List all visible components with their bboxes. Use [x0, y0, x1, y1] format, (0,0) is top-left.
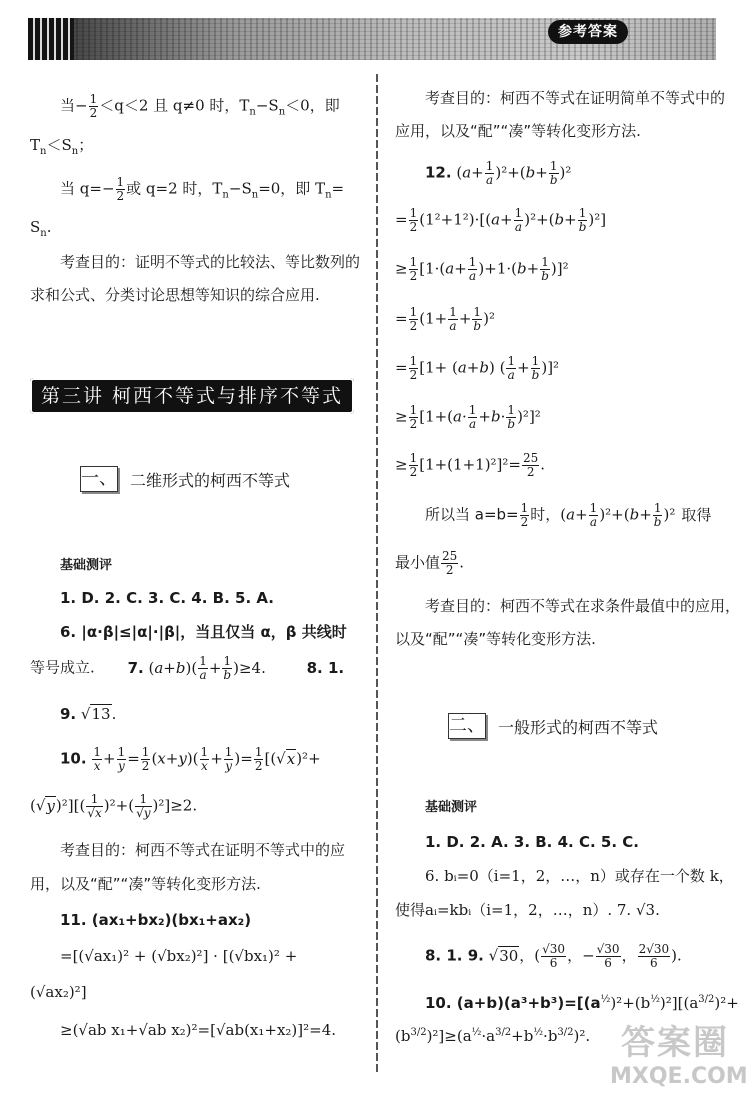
- left-line-4: $S_n$.: [30, 218, 52, 239]
- left-answer-10-cont: (√y)²][( $\frac{1}{√x}$ )²+( $\frac{1}{√y}$ )²]≥2.: [30, 792, 198, 820]
- section-2-number: 二、: [448, 713, 486, 739]
- section-1-title: 二维形式的柯西不等式: [130, 471, 291, 490]
- right-purpose-2: 应用，以及“配”“凑”等转化变形方法.: [395, 122, 641, 140]
- left-answer-11-b: =[(√ax₁)² + (√bx₂)²] · [(√bx₁)² +: [60, 947, 298, 965]
- left-purpose-2: 求和公式、分类讨论思想等知识的综合应用.: [30, 286, 320, 304]
- right-note12-1: 考查目的：柯西不等式在求条件最值中的应用，: [425, 597, 741, 615]
- right-answer-10: 10. $(a+b)(a^3+b^3)=[(a^{\frac{1}{2}})^2+(b^{\frac{1}{2}})^2][(a^{3/2})^2+$: [425, 994, 739, 1012]
- right-note12-2: 以及“配”“凑”等转化变形方法.: [395, 630, 596, 648]
- left-line-2: $T_n<S_n$；: [30, 136, 94, 157]
- right-conclusion: 所以当 a=b= $\frac{1}{2}$ 时，(a+ $\frac{1}{a}$ )²+(b+ $\frac{1}{b}$ )² 取得: [425, 501, 712, 529]
- left-note10-1: 考查目的：柯西不等式在证明不等式中的应: [60, 841, 346, 859]
- header-label: 参考答案: [548, 20, 628, 44]
- left-jcpp: 基础测评: [60, 558, 113, 573]
- left-answer-6-cont: 等号成立. 7. (a+b)( $\frac{1}{a}$ + $\frac{1}{b}$ )≥4. 8. 1.: [30, 654, 345, 682]
- right-step-3: = $\frac{1}{2}$ (1+ $\frac{1}{a}$ + $\frac{1}{b}$ )²: [395, 305, 495, 333]
- right-purpose-1: 考查目的：柯西不等式在证明简单不等式中的: [425, 89, 726, 107]
- chapter-title: 第三讲 柯西不等式与排序不等式: [30, 378, 354, 414]
- left-note10-2: 用，以及“配”“凑”等转化变形方法.: [30, 875, 261, 893]
- right-answer-10-cont: $(b^{3/2})^2]\ge(a^{\frac{1}{2}}\cdot a^{3/2}+b^{\frac{1}{2}}\cdot b^{3/2})^2$.: [395, 1027, 591, 1045]
- left-answer-11-c: (√ax₂)²]: [30, 983, 87, 1001]
- right-answer-12: 12. (a+ $\frac{1}{a}$ )²+(b+ $\frac{1}{b}$ )²: [425, 159, 572, 187]
- right-step-2: ≥ $\frac{1}{2}$ [1·(a+ $\frac{1}{a}$ )+1·(b+ $\frac{1}{b}$ )]²: [395, 255, 569, 283]
- right-answer-6: 6. bᵢ=0（i=1，2，…，n）或存在一个数 k，: [425, 867, 734, 885]
- right-step-4: = $\frac{1}{2}$ [1+ (a+b) ( $\frac{1}{a}$ + $\frac{1}{b}$ )]²: [395, 354, 560, 382]
- left-line-1: 当− $\frac{1}{2}$ ＜q＜2 且 q≠0 时，$T_n-S_n<0$，即: [60, 92, 340, 120]
- left-answer-9: 9. √13.: [60, 705, 117, 723]
- right-answers-1-5: 1. D. 2. A. 3. B. 4. C. 5. C.: [425, 833, 639, 851]
- left-answers-1-5: 1. D. 2. C. 3. C. 4. B. 5. A.: [60, 589, 274, 607]
- right-answer-6-cont: 使得aᵢ=kbᵢ（i=1，2，…，n）. 7. √3.: [395, 901, 660, 919]
- header-banner: [28, 18, 716, 60]
- left-purpose-1: 考查目的：证明不等式的比较法、等比数列的: [60, 253, 361, 271]
- left-answer-10: 10. $\frac{1}{x}$ + $\frac{1}{y}$ = $\frac{1}{2}$ (x+y)( $\frac{1}{x}$ + $\frac{1}{y}$ )= $\frac{1}{2}$ [(√x)²+: [60, 745, 321, 773]
- left-answer-11: 11. (ax₁+bx₂)(bx₁+ax₂): [60, 911, 252, 929]
- right-jcpp: 基础测评: [425, 800, 478, 815]
- right-step-5: ≥ $\frac{1}{2}$ [1+(a· $\frac{1}{a}$ +b· $\frac{1}{b}$ )²]²: [395, 403, 541, 431]
- section-1-number: 一、: [80, 466, 118, 492]
- left-answer-6: 6. |α·β|≤|α|·|β|，当且仅当 α，β 共线时: [60, 623, 347, 641]
- right-answer-8-9: 8. 1. 9. √30，( $\frac{√30}{6}$ ，− $\frac{√30}{6}$ ， $\frac{2√30}{6}$ ).: [425, 942, 682, 970]
- right-step-1: = $\frac{1}{2}$ (1²+1²)·[(a+ $\frac{1}{a}$ )²+(b+ $\frac{1}{b}$ )²]: [395, 206, 607, 234]
- column-divider: [376, 74, 378, 1074]
- right-min-value: 最小值 $\frac{25}{2}$ .: [395, 549, 465, 577]
- left-line-3: 当 q=− $\frac{1}{2}$ 或 q=2 时，$T_n-S_n=0$，即 $T_n=$: [60, 175, 345, 203]
- section-2-title: 一般形式的柯西不等式: [498, 718, 659, 737]
- left-answer-11-d: ≥(√ab x₁+√ab x₂)²=[√ab(x₁+x₂)]²=4.: [60, 1021, 337, 1039]
- watermark: 答案圈 MXQE.COM: [610, 1023, 748, 1089]
- banner-decoration: [28, 18, 74, 60]
- right-step-6: ≥ $\frac{1}{2}$ [1+(1+1)²]²= $\frac{25}{2}$ .: [395, 451, 546, 479]
